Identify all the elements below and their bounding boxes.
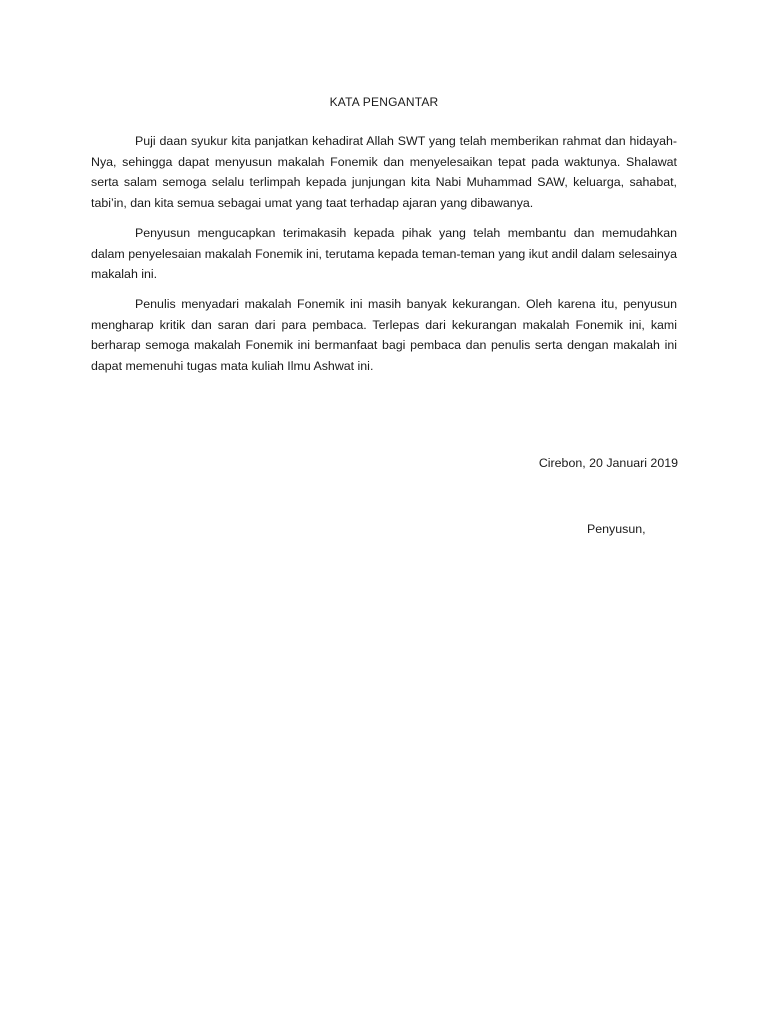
paragraph-1-text: Puji daan syukur kita panjatkan kehadirat Allah SWT yang telah memberikan rahmat dan hidayah-Nya, sehingga dapat menyusun makalah Fonemik dan menyelesaikan tepat pada waktunya. Shalawat serta salam semoga selalu terlimpah kepada junjungan kita Nabi Muhammad SAW, keluarga, sahabat, tabi’in, dan kita semua sebagai umat yang taat terhadap ajaran yang dibawanya. [91, 134, 677, 210]
place-date: Cirebon, 20 Januari 2019 [538, 456, 678, 470]
paragraph-1 [91, 131, 677, 213]
paragraph-3 [91, 294, 677, 376]
paragraph-2 [91, 223, 677, 285]
paragraph-2-text: Penyusun mengucapkan terimakasih kepada pihak yang telah membantu dan memudahkan dalam penyelesaian makalah Fonemik ini, terutama kepada teman-teman yang ikut andil dalam selesainya makalah ini. [91, 226, 677, 281]
page-title: KATA PENGANTAR [329, 95, 439, 109]
signature-label: Penyusun, [587, 522, 646, 536]
paragraph-3-text: Penulis menyadari makalah Fonemik ini masih banyak kekurangan. Oleh karena itu, penyusun mengharap kritik dan saran dari para pembaca. Terlepas dari kekurangan makalah Fonemik ini, kami berharap semoga makalah Fonemik ini bermanfaat bagi pembaca dan penulis serta dengan makalah ini dapat memenuhi tugas mata kuliah Ilmu Ashwat ini. [91, 297, 677, 373]
